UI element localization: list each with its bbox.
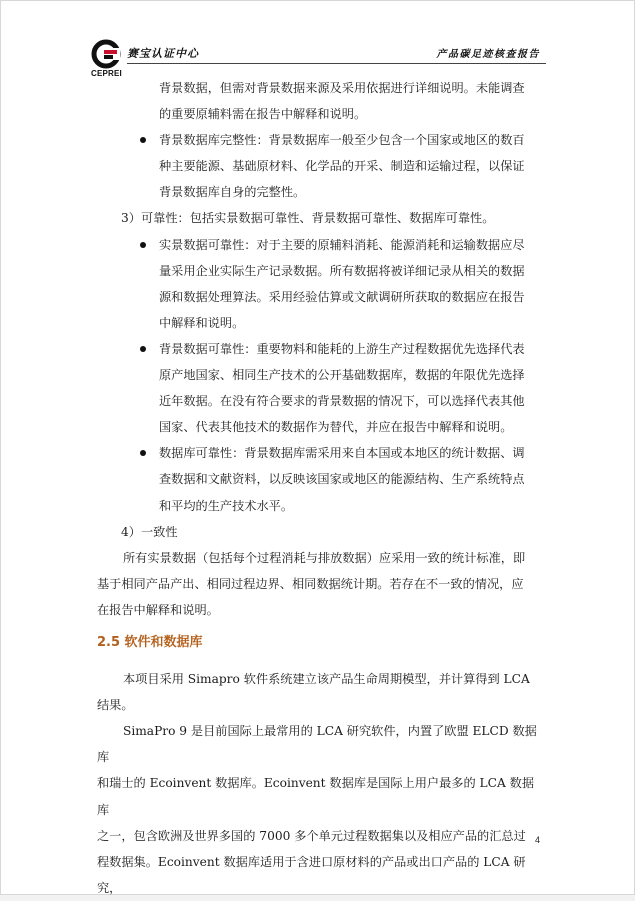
section-heading: 2.5 软件和数据库: [97, 634, 203, 650]
bullet-database: [97, 440, 543, 518]
paragraph-line: 本项目采用 Simapro 软件系统建立该产品生命周期模型，并计算得到 LCA: [123, 672, 530, 687]
paragraph-line: 和平均的生产技术水平。: [159, 498, 294, 513]
paragraph-line: 实景数据可靠性：对于主要的原辅料消耗、能源消耗和运输数据应尽: [159, 237, 525, 252]
paragraph-line: 种主要能源、基础原材料、化学品的开采、制造和运输过程，以保证: [159, 159, 525, 174]
paragraph-line: 中解释和说明。: [159, 315, 245, 330]
paragraph-line: 所有实景数据（包括每个过程消耗与排放数据）应采用一致的统计标准，即: [123, 550, 526, 565]
paragraph-line: 背景数据库完整性：背景数据库一般至少包含一个国家或地区的数百: [159, 133, 525, 148]
consistency-paragraph: [97, 545, 543, 623]
paragraph-line: 背景数据库自身的完整性。: [159, 185, 306, 200]
bullet-background-data: [97, 336, 543, 440]
paragraph-line: 查数据和文献资料，以反映该国家或地区的能源结构、生产系统特点: [159, 472, 525, 487]
paragraph-line: 的重要原辅料需在报告中解释和说明。: [159, 107, 367, 122]
page-number: 4: [535, 835, 541, 845]
paragraph-line: 数据库可靠性：背景数据库需采用来自本国或本地区的统计数据、调: [159, 446, 525, 461]
bullet-real-data: [97, 232, 543, 336]
body-text: [97, 75, 543, 901]
paragraph-line: 和瑞士的 Ecoinvent 数据库。Ecoinvent 数据库是国际上用户最多的 LCA 数据库: [97, 776, 535, 817]
header-divider: [127, 63, 546, 64]
paragraph-line: 背景数据可靠性：重要物料和能耗的上游生产过程数据优先选择代表: [159, 341, 525, 356]
logo-text: CEPREI: [91, 69, 122, 78]
paragraph-line: 在报告中解释和说明。: [97, 602, 219, 617]
paragraph-line: 国家、代表其他技术的数据作为替代，并应在报告中解释和说明。: [159, 420, 513, 435]
list-item-3: 3）可靠性：包括实景数据可靠性、背景数据可靠性、数据库可靠性。: [121, 211, 495, 226]
ceprei-logo-icon: [91, 39, 127, 69]
paragraph-line: 程数据集。Ecoinvent 数据库适用于含进口原材料的产品或出口产品的 LCA 研究，: [97, 854, 526, 895]
bullet-icon: [140, 450, 146, 456]
bullet-completeness: [97, 127, 543, 205]
paragraph-line: 基于相同产品产出、相同过程边界、相同数据统计期。若存在不一致的情况，应: [97, 576, 524, 591]
bullet-icon: [140, 137, 146, 143]
list-item-4: 4）一致性: [121, 524, 178, 539]
paragraph-line: 之一，包含欧洲及世界多国的 7000 多个单元过程数据集以及相应产品的汇总过: [97, 828, 526, 843]
company-name: 赛宝认证中心: [127, 47, 199, 60]
paragraph-line: SimaPro 9 是目前国际上最常用的 LCA 研究软件，内置了欧盟 ELCD 数据库: [97, 724, 537, 765]
paragraph-line: 源和数据处理算法。采用经验估算或文献调研所获取的数据应在报告: [159, 289, 525, 304]
paragraph-line: 背景数据，但需对背景数据来源及采用依据进行详细说明。未能调查: [159, 81, 525, 95]
paragraph-line: 原产地国家、相同生产技术的公开基础数据库，数据的年限优先选择: [159, 368, 525, 383]
paragraph-line: 量采用企业实际生产记录数据。所有数据将被详细记录从相关的数据: [159, 263, 525, 278]
simapro9-paragraph: [97, 718, 543, 901]
report-title: 产品碳足迹核查报告: [436, 49, 540, 60]
simapro-paragraph: [97, 666, 543, 718]
bullet-icon: [140, 346, 146, 352]
paragraph-line: 近年数据。在没有符合要求的背景数据的情况下，可以选择代表其他: [159, 394, 525, 409]
paragraph-line: 结果。: [97, 698, 134, 713]
bullet-icon: [140, 242, 146, 248]
